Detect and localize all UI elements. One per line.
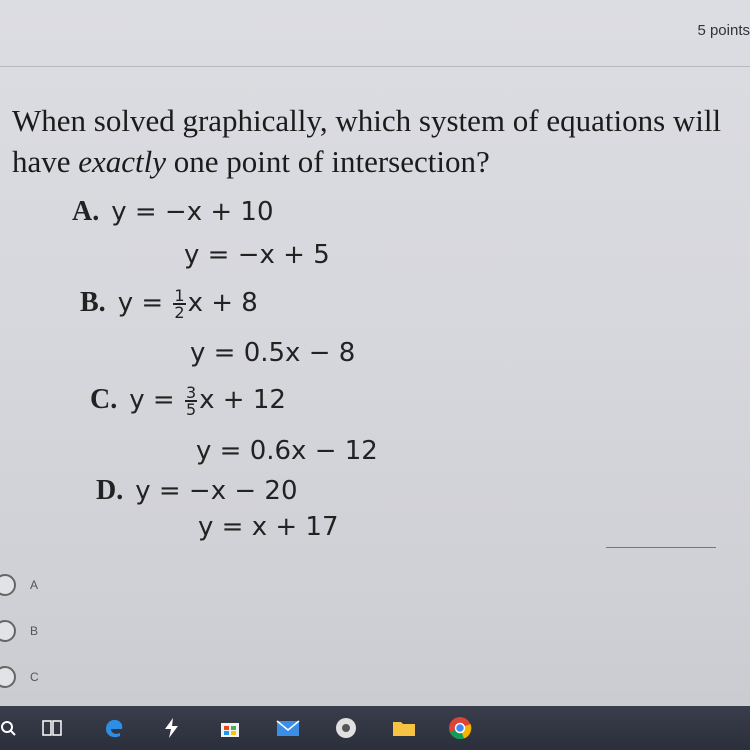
search-icon[interactable] xyxy=(0,716,20,740)
choice-b[interactable] xyxy=(0,620,38,642)
points-label: 5 points xyxy=(697,22,750,39)
option-d-eq1 xyxy=(96,475,298,507)
option-b-eq1 xyxy=(80,287,258,320)
option-b-eq2: y = 0.5x − 8 xyxy=(190,338,356,368)
option-d-eq1-text: y = −x − 20 xyxy=(135,476,298,506)
task-view-icon[interactable] xyxy=(40,716,64,740)
option-b-eq1-suffix: x + 8 xyxy=(187,288,258,318)
choice-a-label: A xyxy=(30,578,39,592)
option-b-letter: B. xyxy=(80,287,106,318)
option-d-eq2: y = x + 17 xyxy=(198,512,339,542)
option-d-letter: D. xyxy=(96,475,124,506)
lightning-icon[interactable] xyxy=(160,716,184,740)
choice-a[interactable] xyxy=(0,574,38,596)
question-text xyxy=(12,100,742,182)
store-icon[interactable] xyxy=(218,716,242,740)
option-c-denominator: 5 xyxy=(185,399,197,419)
mail-icon[interactable] xyxy=(276,716,300,740)
media-icon[interactable] xyxy=(334,716,358,740)
option-c-eq1-prefix: y = xyxy=(129,385,175,415)
option-c-letter: C. xyxy=(90,384,118,415)
folder-icon[interactable] xyxy=(392,716,416,740)
option-c-numerator: 3 xyxy=(185,382,197,402)
divider xyxy=(0,66,750,67)
question-part1: When solved graphically, which system of equations will have xyxy=(12,103,722,179)
choice-b-label: B xyxy=(30,624,39,638)
option-b-denominator: 2 xyxy=(174,302,185,322)
edge-icon[interactable] xyxy=(102,716,126,740)
radio-b[interactable] xyxy=(0,620,16,642)
taskbar xyxy=(0,706,750,750)
chrome-icon[interactable] xyxy=(448,716,472,740)
option-b-fraction xyxy=(173,285,185,322)
option-c-eq1-suffix: x + 12 xyxy=(199,385,286,415)
option-b-eq1-prefix: y = xyxy=(117,288,164,318)
option-c-fraction xyxy=(185,382,197,419)
question-part2: one point of intersection? xyxy=(166,144,490,179)
option-a-eq2: y = −x + 5 xyxy=(184,240,330,270)
radio-c[interactable] xyxy=(0,666,16,688)
choice-c[interactable] xyxy=(0,666,39,688)
option-b-numerator: 1 xyxy=(174,285,185,305)
option-a-eq1-text: y = −x + 10 xyxy=(111,197,274,227)
choice-c-label: C xyxy=(30,670,39,684)
option-a-eq1 xyxy=(72,196,274,228)
option-c-eq2: y = 0.6x − 12 xyxy=(196,436,378,466)
option-c-eq1 xyxy=(90,384,286,417)
option-a-letter: A. xyxy=(72,196,100,227)
radio-a[interactable] xyxy=(0,574,16,596)
answer-line xyxy=(606,547,716,548)
question-emphasis: exactly xyxy=(78,144,167,179)
